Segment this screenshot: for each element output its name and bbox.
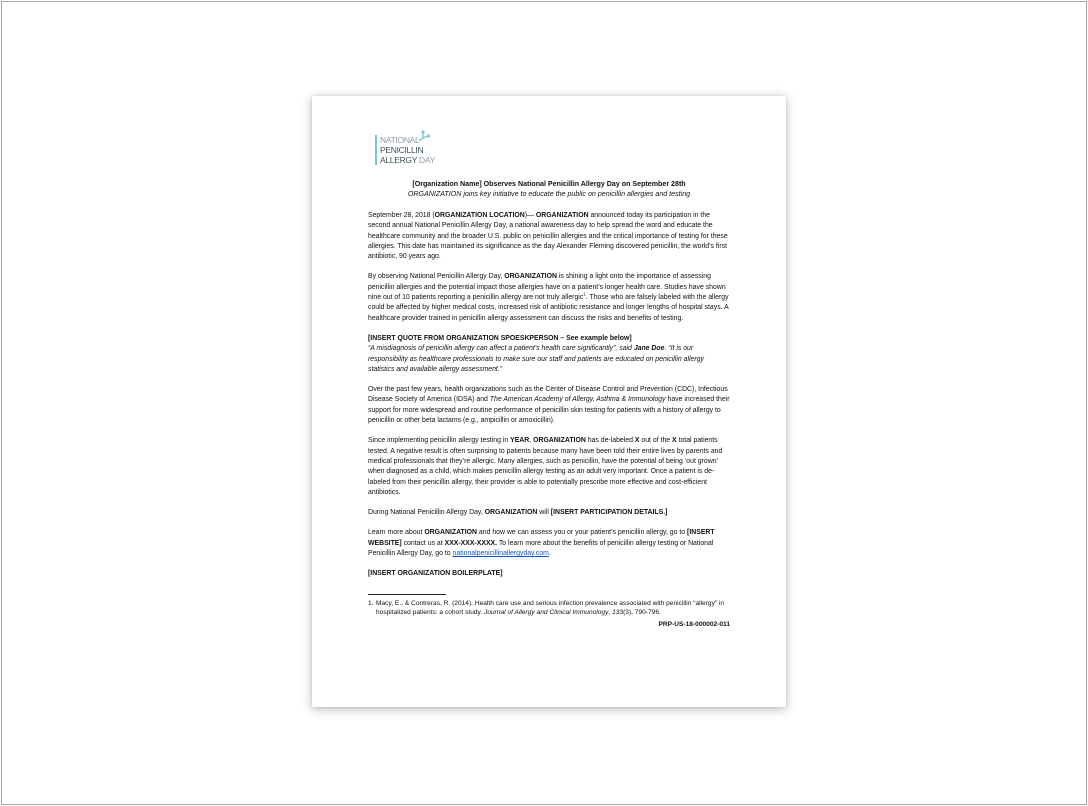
paragraph-announcement: September 28, 2018 (ORGANIZATION LOCATION)— ORGANIZATION announced today its participation in the second annual National Penicillin Allergy Day, a national awareness day to help spread the word and educate the healthcare community and the broader U.S. public on penicillin allergies and the critical importance of testing for these allergies. This date has maintained its significance as the day Alexander Fleming discovered penicillin, the world’s first antibiotic, 90 years ago. [368,212,728,261]
document-title: [Organization Name] Observes National Penicillin Allergy Day on September 28th [412,180,686,188]
quote-heading: [INSERT QUOTE FROM ORGANIZATION SPOESKPERSON – See example below] [368,334,632,342]
paragraph-testing-results: Since implementing penicillin allergy testing in YEAR, ORGANIZATION has de-labeled X out of the X total patients tested. A negative result is often surprising to patients because many have been told their entire lives by parents and medical professionals that they’re allergic. Many allergies, such as penicillin, have the potential of being ‘out grown’ when diagnosed as a child, which makes penicillin allergy testing as an adult very important. Once a patient is de-labeled from their penicillin allergy, their provider is able to potentially prescribe more effective and cost-efficient antibiotics. [368,437,723,496]
logo-line-1: NATIONAL [380,135,420,145]
logo-accent-bar [375,135,377,165]
logo-line-2: PENICILLIN [380,145,424,155]
paragraph-health-organizations: Over the past few years, health organizations such as the Center of Disease Control and Prevention (CDC), Infectious Disease Society of America (IDSA) and The American Academy of Allergy, Asthma & Immunology have increased their support for more widespread and routine performance of penicillin skin testing for patients with a history of allergy to penicillin or other beta lactams (e.g., ampicillin or amoxicillin). [368,386,730,425]
footnote-divider [368,594,446,595]
viewer-frame [1,1,1087,805]
footnote: 1. Macy, E., & Contreras, R. (2014). Health care use and serious infection prevalence associated with penicillin “allergy” in hospitalized patients: a cohort study. Journal of Allergy and Clinical Immunology, 133(3), 790-796. [368,599,725,616]
website-link[interactable]: nationalpenicillinallergyday.com [452,550,549,558]
press-release-body [368,180,730,628]
document-id: PRP-US-18-000002-011 [658,621,730,629]
quote-text: “A misdiagnosis of penicillin allergy can affect a patient’s health care significantly”, said Jane Doe. “It is our responsibility as healthcare professionals to make sure our staff and patients are educated on penicillin allergy statistics and available allergy assessment.” [368,345,704,373]
boilerplate-placeholder: [INSERT ORGANIZATION BOILERPLATE] [368,570,503,578]
molecule-icon [416,130,432,144]
paragraph-participation: During National Penicillin Allergy Day, ORGANIZATION will [INSERT PARTICIPATION DETAILS.] [368,509,668,517]
paragraph-observing: By observing National Penicillin Allergy Day, ORGANIZATION is shining a light onto the importance of assessing penicillin allergies and the potential impact those allergies have on a patient’s longer health care. Studies have shown nine out of 10 patients reporting a penicillin allergy are not truly allergic$^1$. Those who are falsely labeled with the allergy could be affected by higher medical costs, increased risk of antibiotic resistance and longer lengths of hospital stays. A healthcare provider trained in penicillin allergy assessment can discuss the risks and benefits of testing. [368,273,729,322]
document-page [312,96,786,707]
national-penicillin-allergy-day-logo [374,130,438,170]
logo-line-3: ALLERGY DAY [380,155,435,165]
paragraph-learn-more: Learn more about ORGANIZATION and how we can assess you or your patient’s penicillin allergy, go to [INSERT WEBSITE] contact us at XXX-XXX-XXXX. To learn more about the benefits of penicillin allergy testing or National Penicillin Allergy Day, go to nationalpenicillinallergyday.com. [368,529,715,558]
document-subtitle: ORGANIZATION joins key initiative to educate the public on penicillin allergies and testing [407,189,691,198]
